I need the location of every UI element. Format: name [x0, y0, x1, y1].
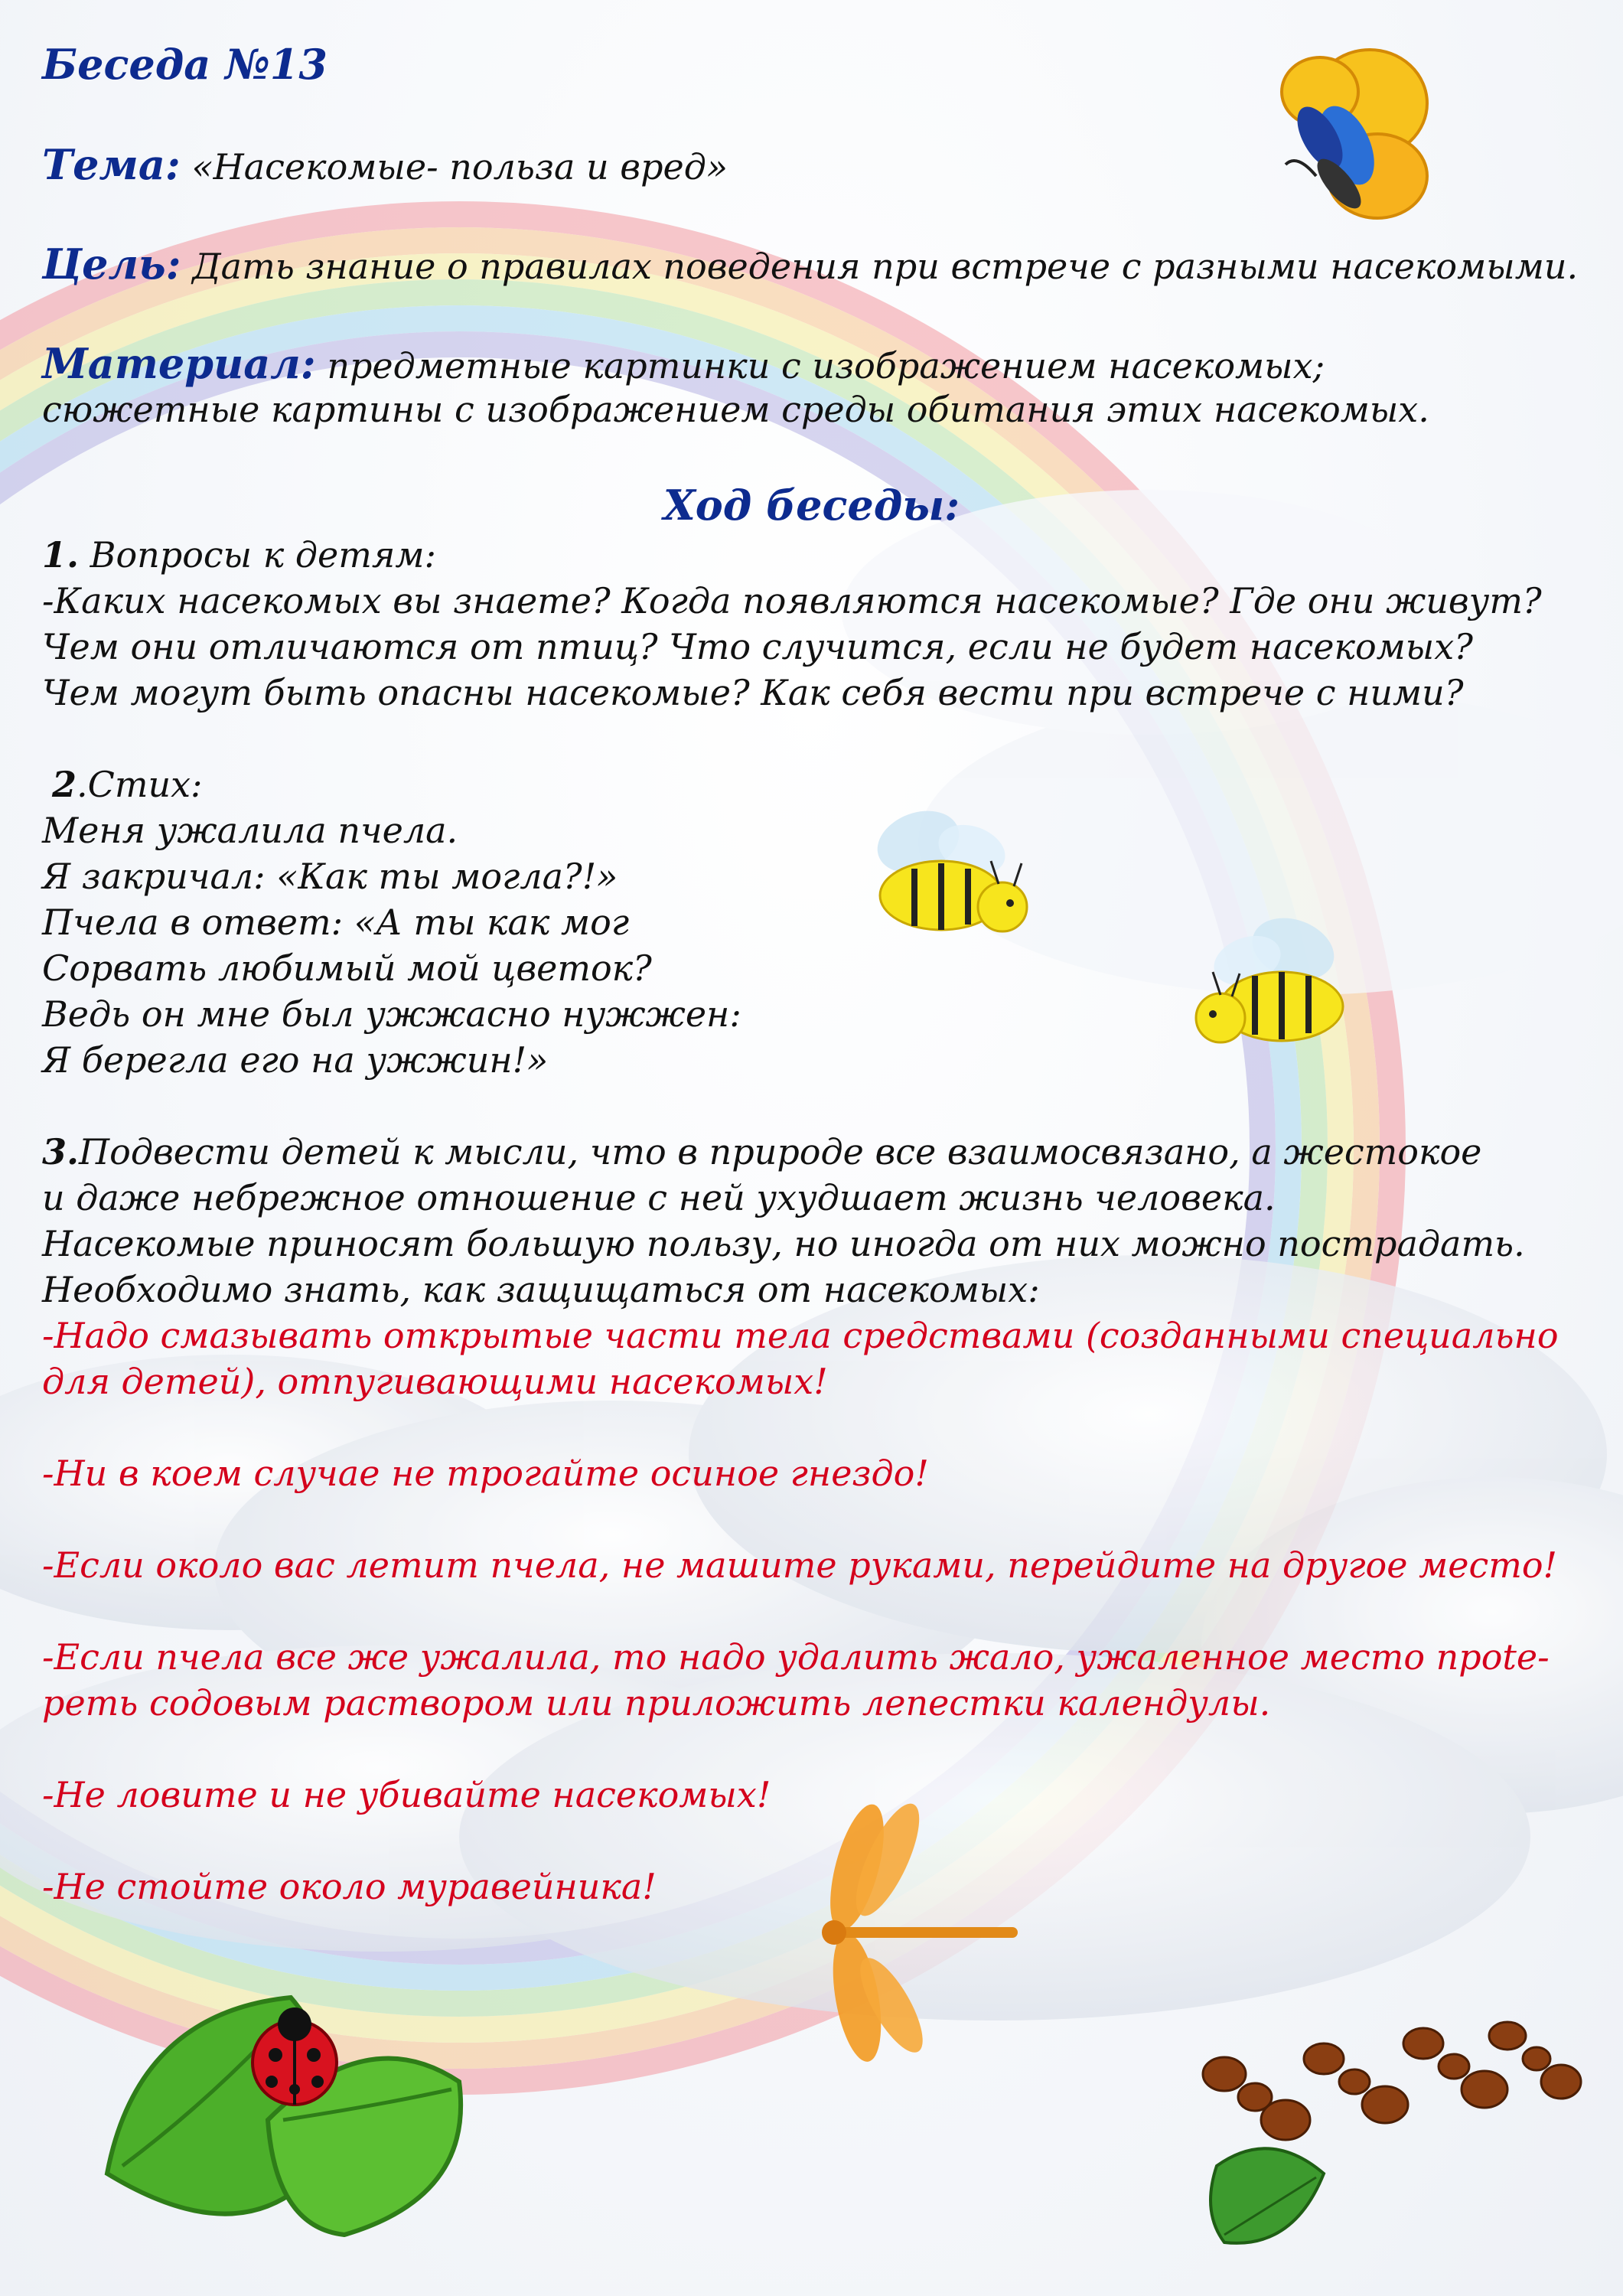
theme-text: «Насекомые- польза и вред»: [191, 146, 728, 188]
section-heading: Ход беседы:: [663, 481, 960, 530]
section1-number: 1.: [42, 534, 80, 576]
ladybug-icon: [237, 1998, 352, 2112]
poem-line: Пчела в ответ: «А ты как мог: [42, 902, 630, 943]
safety-rule: -Если около вас летит пчела, не машите руками, перейдите на другое место!: [42, 1544, 1558, 1586]
theme-line: [42, 142, 1595, 190]
poem-line: Я берегла его на ужжин!»: [42, 1039, 549, 1081]
safety-rule: -Не стойте около муравейника!: [42, 1866, 657, 1907]
theme-label: Тема:: [42, 140, 181, 189]
section3-line: Необходимо знать, как защищаться от насекомых:: [42, 1269, 1040, 1310]
section3-first-line: [42, 1129, 1595, 1175]
safety-rule: -Если пчела все же ужалила, то надо удалить жало, ужаленное место прote-: [42, 1636, 1550, 1678]
poem-line: Сорвать любимый мой цветок?: [42, 947, 652, 989]
safety-rule: реть содовым раствором или приложить лепестки календулы.: [42, 1682, 1271, 1724]
section1-line: Чем они отличаются от птиц? Что случится, если не будет насекомых?: [42, 626, 1473, 667]
section1-title: [42, 532, 1595, 578]
safety-rule: -Надо смазывать открытые части тела средствами (созданными специально: [42, 1315, 1559, 1356]
section2-title: [52, 762, 1605, 807]
section3-number: 3.: [42, 1131, 80, 1172]
safety-rule: -Не ловите и не убивайте насекомых!: [42, 1774, 771, 1815]
material-line: [42, 341, 1595, 389]
poem-line: Меня ужалила пчела.: [42, 810, 458, 851]
ant-icon: [1171, 1990, 1584, 2265]
goal-label: Цель:: [42, 240, 181, 289]
material-text-2: сюжетные картины с изображением среды обитания этих насекомых.: [42, 389, 1429, 430]
section1-line: Чем могут быть опасны насекомые? Как себя вести при встрече с ними?: [42, 672, 1464, 713]
material-text-1: предметные картинки с изображением насекомых;: [327, 345, 1325, 386]
dragonfly-icon: [803, 1799, 1033, 2089]
poem-line: Я закричал: «Как ты могла?!»: [42, 856, 618, 897]
section1-line: -Каких насекомых вы знаете? Когда появляются насекомые? Где они живут?: [42, 580, 1542, 621]
material-label: Материал:: [42, 339, 316, 388]
section3-line: и даже небрежное отношение с ней ухудшает жизнь человека.: [42, 1177, 1276, 1218]
butterfly-icon: [1255, 31, 1439, 237]
section1-title-text: Вопросы к детям:: [90, 534, 436, 576]
safety-rule: для детей), отпугивающими насекомых!: [42, 1361, 828, 1402]
section2-title-text: .Стих:: [77, 764, 203, 805]
page-title: Беседа №13: [42, 40, 328, 89]
goal-text: Дать знание о правилах поведения при встрече с разными насекомыми.: [192, 246, 1579, 287]
section2-number: 2: [52, 764, 77, 805]
section3-line: Насекомые приносят большую пользу, но иногда от них можно пострадать.: [42, 1223, 1525, 1264]
safety-rule: -Ни в коем случае не трогайте осиное гнездо!: [42, 1453, 929, 1494]
poem-line: Ведь он мне был ужжасно нужжен:: [42, 993, 741, 1035]
goal-line: [42, 241, 1595, 289]
section3-first-text: Подвести детей к мысли, что в природе все взаимосвязано, а жестокое: [79, 1131, 1482, 1172]
